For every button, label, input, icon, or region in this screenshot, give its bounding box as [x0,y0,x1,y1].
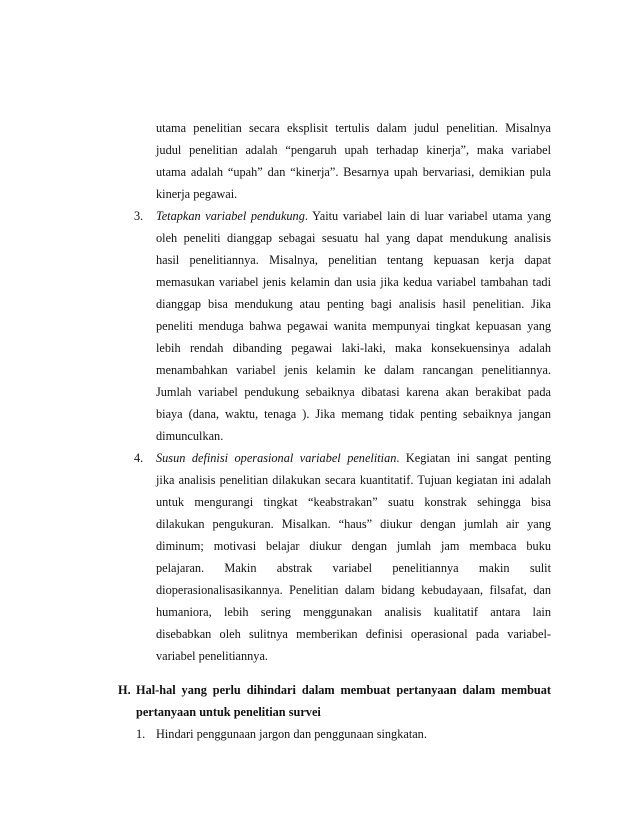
item4-term: Susun definisi operasional variabel penelitian [156,451,397,465]
item3-line-5: dianggap bisa mendukung atau penting bagi analisis hasil penelitian. Jika [156,297,551,311]
item4-line-1 [156,450,551,466]
item2-line-3: utama adalah “upah” dan “kinerja”. Besarnya upah bervariasi, demikian pula [156,165,551,179]
item4-line-2: jika analisis penelitian dilakukan secara kuantitatif. Tujuan kegiatan ini adalah [156,473,551,487]
h-item1-text: Hindari penggunaan jargon dan penggunaan singkatan. [156,727,427,741]
section-h-title-line-2: pertanyaan untuk penelitian survei [136,705,321,719]
item4-line-3: untuk mengurangi tingkat “keabstrakan” suatu konstrak sehingga bisa [156,495,551,509]
section-h-title-line-1: Hal-hal yang perlu dihindari dalam membuat pertanyaan dalam membuat [136,683,551,697]
item3-line-1 [156,208,551,224]
item3-line-2: oleh peneliti dianggap sebagai sesuatu hal yang dapat mendukung analisis [156,231,551,245]
item3-line-9: Jumlah variabel pendukung sebaiknya dibatasi karena akan berakibat pada [156,385,551,399]
item4-line-7: dioperasionalisasikannya. Penelitian dalam bidang kebudayaan, filsafat, dan [156,583,551,597]
item4-first-rest: . Kegiatan ini sangat penting [396,451,551,465]
item3-term: Tetapkan variabel pendukung [156,209,305,223]
item4-line-6: pelajaran. Makin abstrak variabel penelitiannya makin sulit [156,561,551,575]
item4-line-9: disebabkan oleh sulitnya memberikan definisi operasional pada variabel- [156,627,551,641]
item3-line-7: lebih rendah dibanding pegawai laki-laki, maka konsekuensinya adalah [156,341,551,355]
item3-line-3: hasil penelitiannya. Misalnya, penelitian tentang kepuasan kerja dapat [156,253,551,267]
item3-line-11: dimunculkan. [156,429,224,443]
item2-line-4: kinerja pegawai. [156,187,238,201]
item3-line-4: memasukan variabel jenis kelamin dan usia jika kedua variabel tambahan tadi [156,275,551,289]
item4-line-5: diminum; motivasi belajar diukur dengan jumlah jam membaca buku [156,539,551,553]
item4-line-8: humaniora, lebih sering menggunakan analisis kualitatif antara lain [156,605,551,619]
section-h-letter: H. [118,683,131,697]
item3-number: 3. [134,209,144,223]
item4-line-4: dilakukan pengukuran. Misalkan. “haus” diukur dengan jumlah air yang [156,517,551,531]
item4-line-10: variabel penelitiannya. [156,649,268,663]
item2-line-1: utama penelitian secara eksplisit tertulis dalam judul penelitian. Misalnya [156,121,551,135]
item3-first-rest: . Yaitu variabel lain di luar variabel utama yang [304,209,551,223]
item4-number: 4. [134,451,144,465]
item3-line-8: menambahkan variabel jenis kelamin ke dalam rancangan penelitiannya. [156,363,551,377]
item3-line-10: biaya (dana, waktu, tenaga ). Jika memang tidak penting sebaiknya jangan [156,407,551,421]
h-item1-number: 1. [136,727,146,741]
item2-line-2: judul penelitian adalah “pengaruh upah terhadap kinerja”, maka variabel [156,143,551,157]
item3-line-6: peneliti menduga bahwa pegawai wanita mempunyai tingkat kepuasan yang [156,319,551,333]
